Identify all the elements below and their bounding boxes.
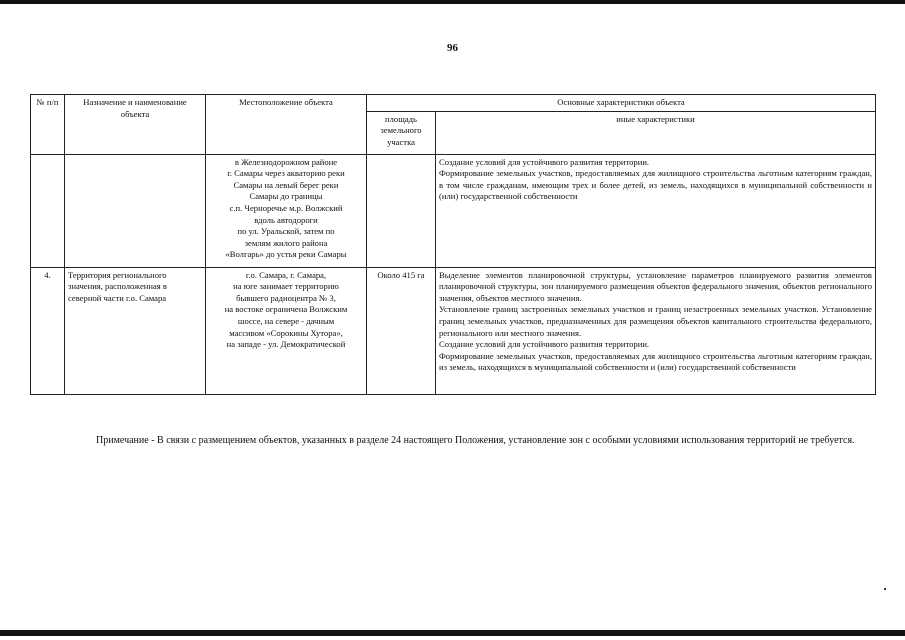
header-main-characteristics: Основные характеристики объекта: [367, 95, 876, 112]
cell-area: Около 415 га: [367, 267, 436, 394]
scan-bottom-edge: [0, 630, 905, 636]
location-line: в Железнодорожном районе: [234, 156, 338, 167]
location-line: на западе - ул. Демократической: [226, 339, 346, 350]
scan-speck: [884, 588, 886, 590]
location-line: землям жилого района: [244, 237, 328, 248]
cell-num: [31, 154, 65, 267]
table-row: [31, 154, 876, 267]
characteristic-paragraph: Формирование земельных участков, предоставляемых для жилищного строительства льготным категориям граждан, в том числе гражданам, имеющим трех и более детей, из земель, находящихся в муниципальной собственности и (или) государственной собственности: [439, 168, 872, 202]
cell-other: [436, 154, 876, 267]
location-line: г. Самары через акваторию реки: [227, 168, 345, 179]
header-other: иные характеристики: [436, 111, 876, 154]
cell-area: [367, 154, 436, 267]
header-area: площадь земельного участка: [367, 111, 436, 154]
header-num: № п/п: [31, 95, 65, 155]
cell-location: [206, 267, 367, 394]
header-name: Назначение и наименование объекта: [65, 95, 206, 155]
location-line: массивом «Сорокины Хутора»,: [229, 327, 343, 338]
location-line: г.о. Самара, г. Самара,: [245, 269, 327, 280]
location-line: Самары на левый берег реки: [233, 179, 339, 190]
location-line: бывшего радиоцентра № 3,: [236, 292, 336, 303]
cell-other: [436, 267, 876, 394]
header-location: Местоположение объекта: [206, 95, 367, 155]
characteristic-paragraph: Формирование земельных участков, предоставляемых для жилищного строительства льготным категориям граждан, из земель, находящихся в муниципальной собственности и (или) государственной собственности: [439, 350, 872, 373]
location-line: на востоке ограничена Волжским: [224, 304, 348, 315]
location-line: «Волгарь» до устья реки Самары: [225, 249, 347, 260]
objects-table: [30, 94, 876, 395]
table-row: [31, 267, 876, 394]
cell-name: Территория регионального значения, расположенная в северной части г.о. Самара: [65, 267, 206, 394]
location-line: Самары до границы: [249, 191, 323, 202]
scan-top-edge: [0, 0, 905, 4]
location-line: вдоль автодороги: [254, 214, 318, 225]
location-line: на юге занимает территорию: [233, 281, 339, 292]
characteristic-paragraph: Создание условий для устойчивого развития территории.: [439, 339, 650, 350]
location-line: по ул. Уральской, затем по: [237, 226, 335, 237]
characteristic-paragraph: Выделение элементов планировочной структуры, установление параметров планируемого развития элементов планировочной структуры, зон планируемого размещения объектов федерального значения, объектов регионального значения, объектов местного значения.: [439, 269, 872, 303]
note-paragraph: Примечание - В связи с размещением объектов, указанных в разделе 24 настоящего Положения, установление зон с особыми условиями использования территорий не требуется.: [96, 435, 855, 446]
cell-name: [65, 154, 206, 267]
page-number: 96: [447, 42, 458, 54]
characteristic-paragraph: Установление границ застроенных земельных участков и границ незастроенных земельных участков. Установление границ земельных участков, предназначенных для размещения объектов капитального строительства федерального, регионального или местного значения.: [439, 304, 872, 338]
characteristic-paragraph: Создание условий для устойчивого развития территории.: [439, 156, 650, 167]
location-line: шоссе, на севере - дачным: [237, 315, 335, 326]
cell-num: 4.: [31, 267, 65, 394]
table-header-row: [31, 95, 876, 112]
cell-location: [206, 154, 367, 267]
location-line: с.п. Черноречье м.р. Волжский: [229, 202, 343, 213]
